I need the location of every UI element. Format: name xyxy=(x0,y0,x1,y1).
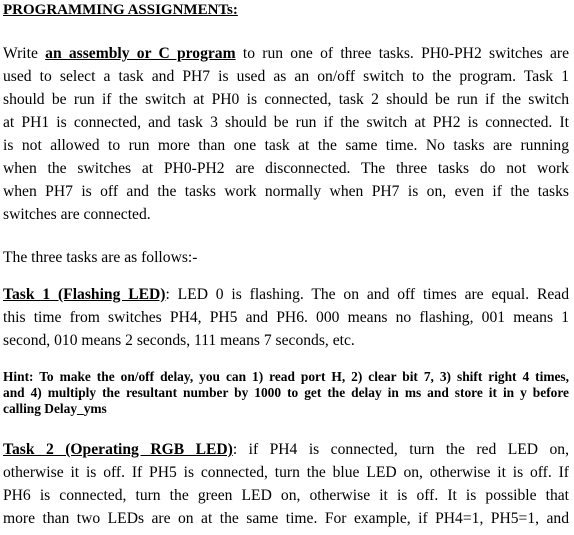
intro-line: switches are connected. xyxy=(3,206,151,223)
page-heading: PROGRAMMING ASSIGNMENTs: xyxy=(3,2,238,18)
task2-line: PH6 is connected, turn the green LED on, otherwise it is off. It is possible that xyxy=(3,487,569,504)
task1-title: Task 1 (Flashing LED) xyxy=(3,286,166,303)
intro-paragraph xyxy=(3,42,569,226)
task2-title: Task 2 (Operating RGB LED) xyxy=(3,441,233,458)
task1-paragraph xyxy=(3,283,569,352)
tasks-intro-text: The three tasks are as follows:- xyxy=(3,249,198,266)
intro-line-1 xyxy=(3,42,569,65)
intro-line: is not allowed to run more than one task at the same time. No tasks are running xyxy=(3,137,569,154)
intro-text-rest: to run one of three tasks. PH0-PH2 switches are xyxy=(235,45,569,62)
hint-paragraph xyxy=(3,369,569,417)
hint-line: calling Delay_yms xyxy=(3,401,107,416)
task1-line: second, 010 means 2 seconds, 111 means 7 seconds, etc. xyxy=(3,332,355,349)
task1-line-1 xyxy=(3,283,569,306)
intro-text-start: Write xyxy=(3,45,46,62)
task2-paragraph xyxy=(3,438,569,530)
intro-line: when the switches at PH0-PH2 are disconnected. The three tasks do not work xyxy=(3,160,569,177)
task2-line-1 xyxy=(3,438,569,461)
intro-line: should be run if the switch at PH0 is connected, task 2 should be run if the switch xyxy=(3,91,569,108)
hint-line: Hint: To make the on/off delay, you can 1) read port H, 2) clear bit 7, 3) shift right 4 times, xyxy=(3,369,569,384)
task2-text-start: : if PH4 is connected, turn the red LED on, xyxy=(232,441,569,458)
task1-text-start: : LED 0 is flashing. The on and off times are equal. Read xyxy=(165,286,569,303)
tasks-intro-paragraph xyxy=(3,246,569,269)
intro-line: when PH7 is off and the tasks work normally when PH7 is on, even if the tasks xyxy=(3,183,569,200)
hint-line: and 4) multiply the resultant number by 1000 to get the delay in ms and store it in y before xyxy=(3,385,569,400)
task2-line: otherwise it is off. If PH5 is connected, turn the blue LED on, otherwise it is off. If xyxy=(3,464,569,481)
intro-line: at PH1 is connected, and task 3 should be run if the switch at PH2 is connected. It xyxy=(3,114,569,131)
intro-emphasis: an assembly or C program xyxy=(45,45,236,62)
task1-line: this time from switches PH4, PH5 and PH6. 000 means no flashing, 001 means 1 xyxy=(3,309,569,326)
intro-line: used to select a task and PH7 is used as an on/off switch to the program. Task 1 xyxy=(3,68,569,85)
task2-line: more than two LEDs are on at the same time. For example, if PH4=1, PH5=1, and xyxy=(3,510,569,527)
